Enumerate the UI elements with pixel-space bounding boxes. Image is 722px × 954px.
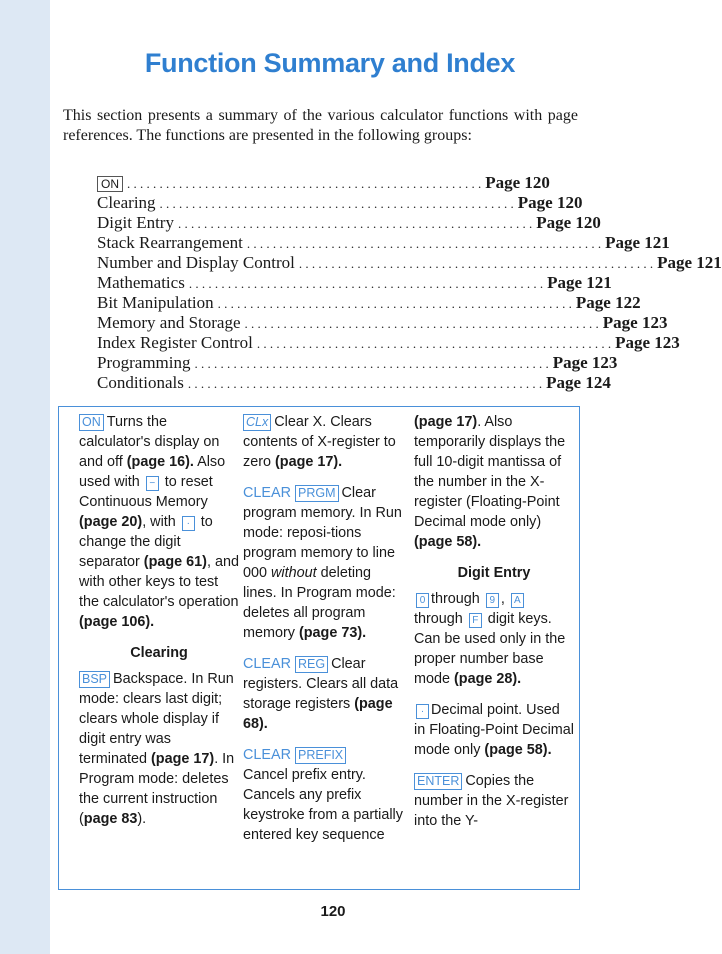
page-ref[interactable]: (page 73). <box>298 625 367 641</box>
toc-page: Page 123 <box>552 353 618 372</box>
toc-row[interactable] <box>97 173 550 193</box>
toc-name: Stack Rearrangement <box>97 233 243 252</box>
toc-page: Page 124 <box>546 373 611 392</box>
summary-column-1 <box>79 412 239 840</box>
toc-row[interactable] <box>97 253 722 273</box>
leader-dots: . . . . . . . . . . . . . . . . . . . . . . . . . . . . . . . . . . . . . . . . . . . . . . . . . . . . . . . <box>177 216 533 231</box>
on-key-icon: ON <box>79 414 104 431</box>
toc-name: Index Register Control <box>97 333 253 352</box>
leader-dots: . . . . . . . . . . . . . . . . . . . . . . . . . . . . . . . . . . . . . . . . . . . . . . . . . . . . . . . <box>244 316 599 331</box>
intro-paragraph: This section presents a summary of the various calculator functions with page references. The functions are presented in the following groups: <box>63 107 578 144</box>
page-ref[interactable]: (page 58). <box>484 742 552 758</box>
toc-row[interactable] <box>97 373 611 393</box>
summary-column-3 <box>414 412 574 842</box>
zero-key-icon: 0 <box>416 593 429 608</box>
toc-row[interactable] <box>97 273 612 293</box>
toc-row[interactable] <box>97 233 670 253</box>
leader-dots: . . . . . . . . . . . . . . . . . . . . . . . . . . . . . . . . . . . . . . . . . . . . . . . . . . . . . . . <box>188 276 544 291</box>
page-number: 120 <box>320 903 346 920</box>
page-ref[interactable]: (page 17) <box>151 751 215 767</box>
toc-row[interactable] <box>97 193 583 213</box>
clear-prefix-label: CLEAR <box>243 656 291 672</box>
clear-prefix-label: CLEAR <box>243 485 291 501</box>
page-ref[interactable]: page 83 <box>83 811 138 827</box>
minus-key-icon: − <box>146 476 159 491</box>
toc-row[interactable] <box>97 333 680 353</box>
toc-page: Page 121 <box>657 253 722 272</box>
enter-key-icon: ENTER <box>414 773 462 790</box>
page-ref[interactable]: (page 28). <box>454 671 522 687</box>
toc-page: Page 121 <box>547 273 612 292</box>
toc-page: Page 121 <box>605 233 670 252</box>
toc-name: Conditionals <box>97 373 184 392</box>
bsp-entry: BSP Backspace. In Run mode: clears last digit; clears whole display if digit entry was terminated (page 17). In Program mode: deletes the current instruction (page 83). <box>79 671 235 827</box>
page-ref[interactable]: (page 17) <box>414 414 478 430</box>
left-margin-strip <box>0 0 50 954</box>
leader-dots: . . . . . . . . . . . . . . . . . . . . . . . . . . . . . . . . . . . . . . . . . . . . . . . . . . . . . . . <box>159 196 514 211</box>
toc-name: Bit Manipulation <box>97 293 214 312</box>
clear-reg-entry: CLEAR REG Clear registers. Clears all data storage registers (page 68). <box>243 656 399 732</box>
enter-entry: ENTER Copies the number in the X-register into the Y- <box>414 773 569 829</box>
toc-row[interactable] <box>97 353 618 373</box>
toc-name: Clearing <box>97 193 156 212</box>
toc-page: Page 123 <box>602 313 668 332</box>
nine-key-icon: 9 <box>486 593 499 608</box>
clear-prefix-label: CLEAR <box>243 747 291 763</box>
toc-page: Page 123 <box>615 333 680 352</box>
page-ref[interactable]: (page 61) <box>143 554 207 570</box>
toc-page: Page 120 <box>517 193 583 212</box>
a-key-icon: A <box>511 593 524 608</box>
page-ref[interactable]: (page 16). <box>126 454 194 470</box>
toc-name: Programming <box>97 353 191 372</box>
clx-entry: CLx Clear X. Clears contents of X-register to zero (page 17). <box>243 414 396 470</box>
toc-page: Page 120 <box>536 213 601 232</box>
summary-column-2 <box>243 412 405 856</box>
on-entry: ON Turns the calculator's display on and off (page 16). Also used with − to reset Continuous Memory (page 20), with · to change the digit separator (page 61), and with other keys to test the calculator's operation (page 106). <box>79 414 239 630</box>
page-ref[interactable]: (page 106). <box>79 614 155 630</box>
toc-page: Page 120 <box>485 173 550 192</box>
leader-dots: . . . . . . . . . . . . . . . . . . . . . . . . . . . . . . . . . . . . . . . . . . . . . . . . . . . . . . . <box>217 296 572 311</box>
decimal-key-icon: · <box>182 516 195 531</box>
toc-name: Mathematics <box>97 273 185 292</box>
page-title: Function Summary and Index <box>144 48 516 78</box>
toc-row[interactable] <box>97 213 601 233</box>
on-key-icon: ON <box>97 176 123 192</box>
page-ref[interactable]: (page 58). <box>414 534 482 550</box>
toc-page: Page 122 <box>575 293 641 312</box>
prefix-key-icon: PREFIX <box>295 747 346 764</box>
toc-name: Memory and Storage <box>97 313 241 332</box>
page-ref[interactable]: (page 17). <box>275 454 343 470</box>
leader-dots: . . . . . . . . . . . . . . . . . . . . . . . . . . . . . . . . . . . . . . . . . . . . . . . . . . . . . . . <box>246 236 602 251</box>
clearing-heading: Clearing <box>130 645 188 661</box>
f-key-icon: F <box>469 613 482 628</box>
clx-key-icon: CLx <box>243 414 271 431</box>
prefix-entry-continued: (page 17). Also temporarily displays the full 10-digit mantissa of the number in the X-register (Floating-Point Decimal mode only) (page 58). <box>414 414 566 550</box>
prgm-key-icon: PRGM <box>295 485 339 502</box>
clear-prefix-entry: CLEAR PREFIX Cancel prefix entry. Cancels any prefix keystroke from a partially entered key sequence <box>243 747 403 843</box>
decimal-point-entry: · Decimal point. Used in Floating-Point Decimal mode only (page 58). <box>414 702 574 758</box>
toc-name: Number and Display Control <box>97 253 295 272</box>
clear-prgm-entry: CLEAR PRGM Clear program memory. In Run mode: reposi-tions program memory to line 000 without deleting lines. In Program mode: deletes all program memory (page 73). <box>243 485 402 641</box>
digit-entry-heading: Digit Entry <box>457 565 531 581</box>
toc-row[interactable] <box>97 313 668 333</box>
leader-dots: . . . . . . . . . . . . . . . . . . . . . . . . . . . . . . . . . . . . . . . . . . . . . . . . . . . . . . . <box>127 176 482 191</box>
leader-dots: . . . . . . . . . . . . . . . . . . . . . . . . . . . . . . . . . . . . . . . . . . . . . . . . . . . . . . . <box>194 356 549 371</box>
leader-dots: . . . . . . . . . . . . . . . . . . . . . . . . . . . . . . . . . . . . . . . . . . . . . . . . . . . . . . . <box>298 256 654 271</box>
bsp-key-icon: BSP <box>79 671 110 688</box>
toc-name: Digit Entry <box>97 213 174 232</box>
leader-dots: . . . . . . . . . . . . . . . . . . . . . . . . . . . . . . . . . . . . . . . . . . . . . . . . . . . . . . . <box>187 376 543 391</box>
reg-key-icon: REG <box>295 656 328 673</box>
decimal-key-icon: · <box>416 704 429 719</box>
toc-row[interactable] <box>97 293 641 313</box>
group-index <box>97 173 722 393</box>
page-ref[interactable]: (page 20) <box>79 514 143 530</box>
digit-keys-entry: 0 through 9 , A through F digit keys. Can be used only in the proper number base mode (page 28). <box>414 591 566 687</box>
page-ref[interactable]: (page 68). <box>243 696 393 732</box>
leader-dots: . . . . . . . . . . . . . . . . . . . . . . . . . . . . . . . . . . . . . . . . . . . . . . . . . . . . . . . <box>256 336 612 351</box>
